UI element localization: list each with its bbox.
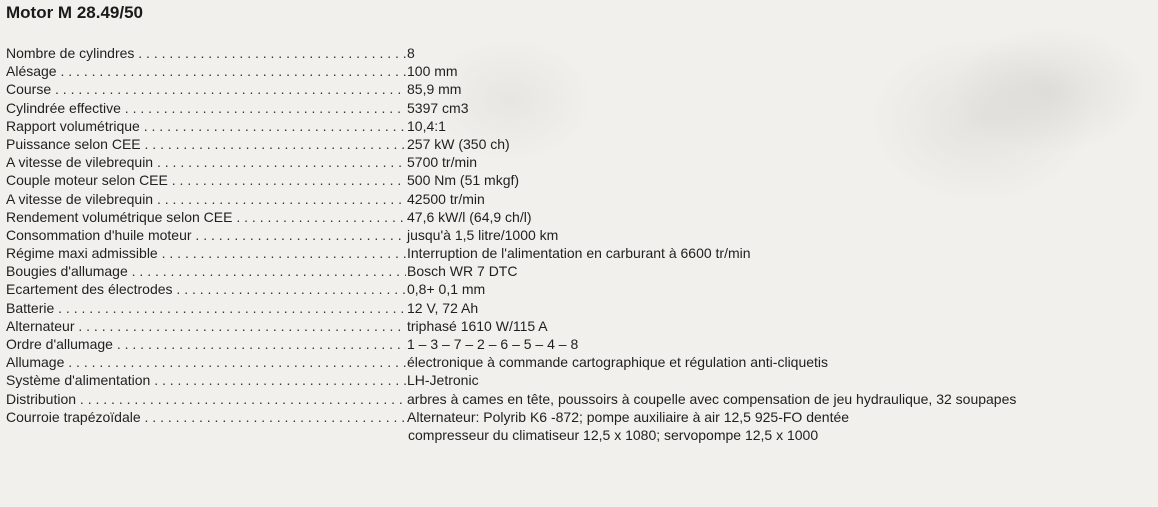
spec-row (6, 244, 1156, 262)
spec-value: jusqu'à 1,5 litre/1000 km (407, 226, 559, 243)
spec-label: Cylindrée effective . . . (6, 99, 406, 117)
spec-row (6, 280, 1156, 298)
spec-label: Nombre de cylindres . . . (6, 44, 406, 62)
spec-row (6, 44, 1156, 62)
spec-label: Consommation d'huile moteur . . . (6, 226, 406, 244)
spec-value: 5700 tr/min (407, 154, 478, 171)
spec-label: A vitesse de vilebrequin . . . (6, 153, 406, 171)
spec-value: 85,9 mm (407, 81, 462, 98)
spec-row (6, 190, 1156, 208)
spec-row (6, 299, 1156, 317)
spec-label: Batterie . . . (6, 299, 406, 317)
spec-value: 12 V, 72 Ah (407, 299, 479, 316)
spec-label: Alternateur . . . (6, 317, 406, 335)
spec-label: Ecartement des électrodes . . . (6, 280, 406, 298)
spec-label: Rapport volumétrique . . . (6, 117, 406, 135)
spec-row (6, 317, 1156, 335)
spec-row (6, 62, 1156, 80)
spec-value: 0,8+ 0,1 mm (407, 281, 486, 298)
spec-row (6, 390, 1156, 408)
spec-label: Ordre d'allumage . . . (6, 335, 406, 353)
spec-label: Course . . . (6, 80, 406, 98)
spec-value: compresseur du climatiseur 12,5 x 1080; servopompe 12,5 x 1000 (408, 426, 819, 443)
spec-row (6, 371, 1156, 389)
spec-value: 42500 tr/min (407, 190, 485, 207)
spec-label: Couple moteur selon CEE . . . (6, 171, 406, 189)
spec-row (6, 226, 1156, 244)
spec-label: Alésage . . . (6, 62, 406, 80)
spec-row (6, 208, 1156, 226)
spec-label: Distribution . . . (6, 390, 406, 408)
spec-row (6, 80, 1156, 98)
spec-row (6, 153, 1156, 171)
spec-value: 500 Nm (51 mkgf) (407, 172, 520, 189)
spec-value: Alternateur: Polyrib K6 -872; pompe auxiliaire à air 12,5 925-FO dentée (407, 408, 850, 425)
spec-value: 5397 cm3 (407, 99, 469, 116)
spec-row (6, 171, 1156, 189)
spec-row (6, 353, 1156, 371)
spec-row (6, 335, 1156, 353)
spec-label: Courroie trapézoïdale . . . (6, 408, 406, 426)
spec-value: 257 kW (350 ch) (407, 135, 510, 152)
spec-continuation (6, 426, 1156, 444)
spec-value: 10,4:1 (407, 117, 446, 134)
spec-value: électronique à commande cartographique et régulation anti-cliquetis (407, 354, 829, 371)
spec-label: A vitesse de vilebrequin . . . (6, 190, 406, 208)
spec-value: 100 mm (407, 63, 458, 80)
spec-value: LH-Jetronic (407, 372, 479, 389)
spec-row (6, 262, 1156, 280)
spec-label: Rendement volumétrique selon CEE . . . (6, 208, 406, 226)
spec-row (6, 135, 1156, 153)
page-title: Motor M 28.49/50 (6, 3, 143, 22)
spec-label: Régime maxi admissible . . . (6, 244, 406, 262)
spec-label: Système d'alimentation . . . (6, 371, 406, 389)
spec-label: Puissance selon CEE . . . (6, 135, 406, 153)
spec-row (6, 408, 1156, 426)
spec-value: 47,6 kW/l (64,9 ch/l) (407, 208, 532, 225)
spec-value: Interruption de l'alimentation en carburant à 6600 tr/min (407, 245, 751, 262)
spec-row (6, 117, 1156, 135)
spec-value: triphasé 1610 W/115 A (407, 317, 548, 334)
spec-label: Allumage . . . (6, 353, 406, 371)
spec-value: 1 – 3 – 7 – 2 – 6 – 5 – 4 – 8 (407, 336, 579, 352)
spec-value: Bosch WR 7 DTC (407, 263, 518, 280)
spec-value: 8 (407, 45, 415, 61)
spec-list (6, 44, 1156, 444)
spec-value: arbres à cames en tête, poussoirs à coupelle avec compensation de jeu hydraulique, 32 soupapes (407, 390, 1017, 407)
spec-label: Bougies d'allumage . . . (6, 262, 406, 280)
spec-row (6, 99, 1156, 117)
